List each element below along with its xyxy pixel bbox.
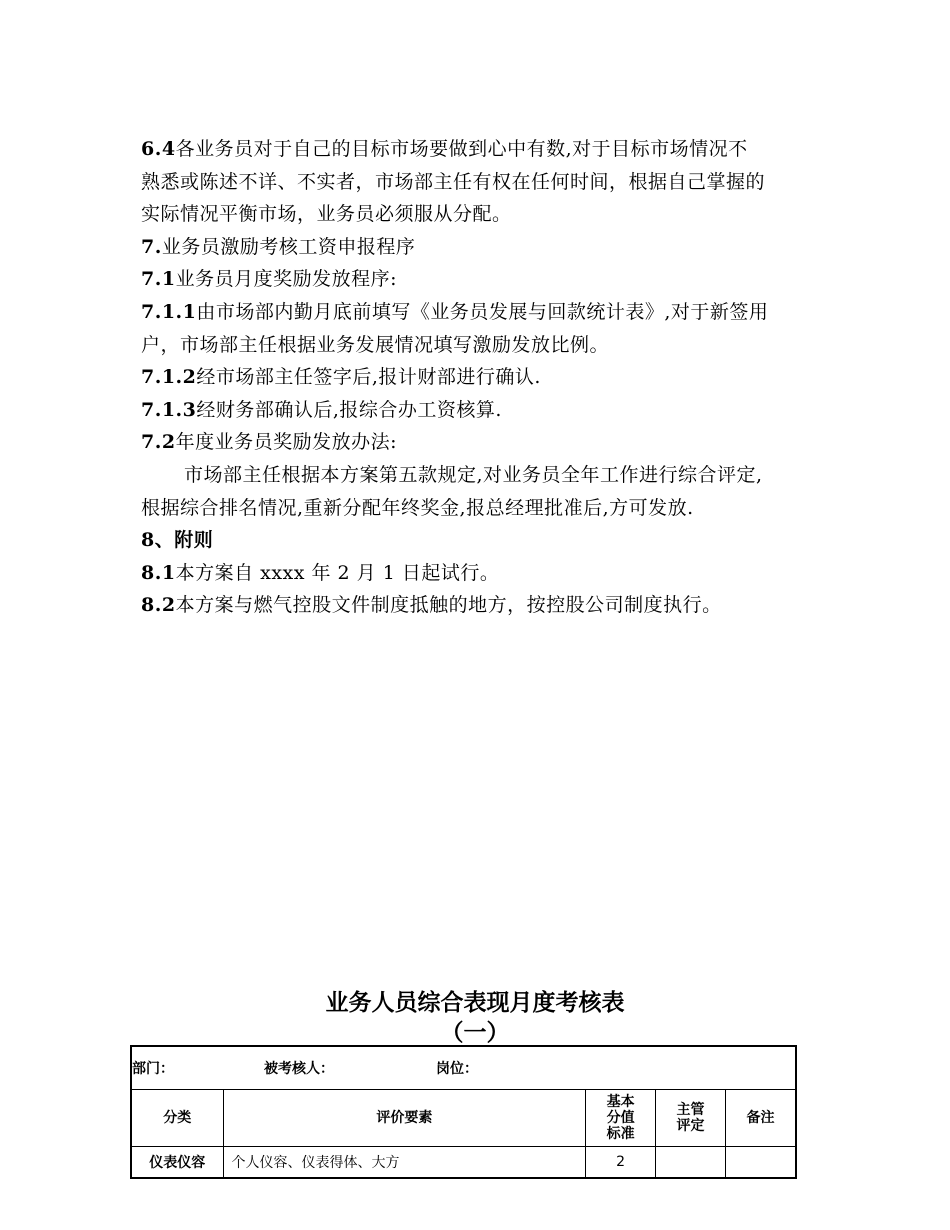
dept-label: 部门： — [132, 1061, 174, 1077]
text-line — [141, 394, 841, 427]
text-line — [141, 329, 841, 362]
text-line — [141, 459, 841, 492]
line-text: 业务员月度奖励发放程序: — [175, 268, 397, 291]
row-eval[interactable] — [656, 1147, 726, 1179]
person-label: 被考核人： — [264, 1061, 334, 1077]
text-line — [141, 361, 841, 394]
line-text: 由市场部内勤月底前填写《业务员发展与回款统计表》,对于新签用 — [196, 300, 769, 323]
text-line — [141, 231, 841, 264]
text-line — [141, 296, 841, 329]
text-line — [141, 589, 841, 622]
line-text: 熟悉或陈述不详、不实者，市场部主任有权在任何时间，根据自己掌握的 — [141, 170, 766, 193]
header-category: 分类 — [131, 1090, 223, 1147]
section-number: 7.1.3 — [141, 398, 197, 421]
line-text: 实际情况平衡市场，业务员必须服从分配。 — [141, 203, 512, 226]
row-note[interactable] — [726, 1147, 796, 1179]
section-number: 8.1 — [141, 561, 176, 584]
line-text: 年度业务员奖励发放办法: — [175, 431, 397, 454]
info-cell — [131, 1046, 796, 1090]
post-label: 岗位： — [436, 1061, 478, 1077]
line-text: 本方案自 xxxx 年 2 月 1 日起试行。 — [175, 561, 500, 584]
section-number: 7.1.2 — [141, 366, 197, 389]
line-text: 户，市场部主任根据业务发展情况填写激励发放比例。 — [141, 333, 610, 356]
section-number: 7. — [141, 235, 162, 258]
line-text: 市场部主任根据本方案第五款规定,对业务员全年工作进行综合评定, — [184, 463, 763, 486]
text-line — [141, 524, 841, 557]
text-line — [141, 166, 841, 199]
text-line — [141, 426, 841, 459]
line-text: 本方案与燃气控股文件制度抵触的地方，按控股公司制度执行。 — [175, 594, 722, 617]
section-number: 7.2 — [141, 431, 176, 454]
section-number: 7.1.1 — [141, 300, 197, 323]
header-note: 备注 — [726, 1090, 796, 1147]
text-line — [141, 198, 841, 231]
text-line — [141, 557, 841, 590]
header-score: 基本 分值 标准 — [586, 1090, 656, 1147]
row-item: 个人仪容、仪表得体、大方 — [223, 1147, 586, 1179]
line-text: 业务员激励考核工资申报程序 — [161, 235, 416, 258]
section-number: 6.4 — [141, 138, 176, 160]
line-text: 各业务员对于自己的目标市场要做到心中有数,对于目标市场情况不 — [175, 138, 748, 160]
line-text: 经市场部主任签字后,报计财部进行确认. — [196, 366, 541, 389]
assessment-table — [130, 1045, 797, 1179]
row-score: 2 — [586, 1147, 656, 1179]
row-category: 仪表仪容 — [131, 1147, 223, 1179]
form-title: 业务人员综合表现月度考核表 — [325, 990, 625, 1016]
body-text — [141, 133, 841, 622]
line-text: 根据综合排名情况,重新分配年终奖金,报总经理批准后,方可发放. — [141, 496, 694, 519]
header-row — [131, 1090, 796, 1147]
line-text: 经财务部确认后,报综合办工资核算. — [196, 398, 502, 421]
text-line — [141, 263, 841, 296]
header-item: 评价要素 — [223, 1090, 586, 1147]
section-number: 7.1 — [141, 268, 176, 291]
header-eval: 主管 评定 — [656, 1090, 726, 1147]
section-number: 8.2 — [141, 594, 176, 617]
form-subtitle: （一） — [440, 1020, 510, 1046]
text-line — [141, 133, 841, 166]
line-text: 8、附则 — [141, 529, 214, 552]
text-line — [141, 492, 841, 525]
info-row — [131, 1046, 796, 1090]
table-row — [131, 1147, 796, 1179]
